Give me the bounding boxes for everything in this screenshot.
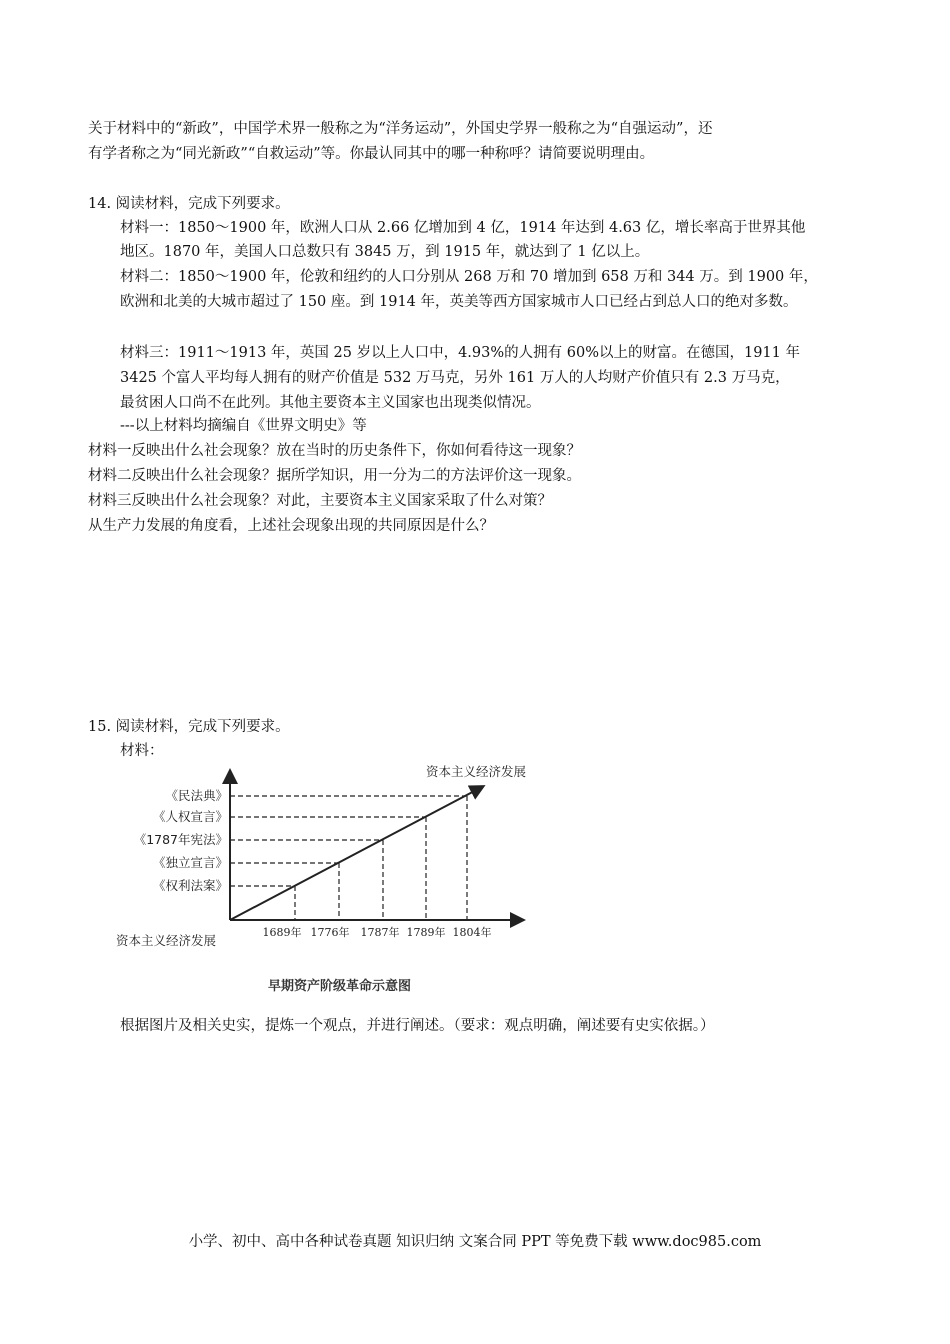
q14-question-1: 材料一反映出什么社会现象？放在当时的历史条件下，你如何看待这一现象？ [88, 443, 581, 459]
q14-source: ---以上材料均摘编自《世界文明史》等 [120, 418, 367, 434]
page-footer: 小学、初中、高中各种试卷真题 知识归纳 文案合同 PPT 等免费下载 www.doc985.com [188, 1234, 762, 1250]
year-label-1789: 1789年 [406, 926, 446, 939]
q14-question-2: 材料二反映出什么社会现象？据所学知识，用一分为二的方法评价这一现象。 [88, 468, 581, 484]
doc-label-1787: 《1787年宪法》 [133, 832, 228, 847]
year-label-1804: 1804年 [452, 926, 492, 939]
q14-title: 14. 阅读材料，完成下列要求。 [88, 196, 290, 212]
doc-label-quanli: 《权利法案》 [152, 878, 228, 893]
q15-material-label: 材料： [120, 743, 164, 759]
revolution-diagram [110, 756, 550, 1000]
year-label-1689: 1689年 [262, 926, 302, 939]
q14-material-3-line-1: 材料三：1911～1913 年，英国 25 岁以上人口中，4.93%的人拥有 60%以上的财富。在德国，1911 年 [120, 345, 800, 361]
doc-label-minfadian: 《民法典》 [165, 788, 228, 803]
q15-prompt: 根据图片及相关史实，提炼一个观点，并进行阐述。（要求：观点明确，阐述要有史实依据。） [120, 1018, 715, 1034]
q14-material-2-line-1: 材料二：1850～1900 年，伦敦和纽约的人口分别从 268 万和 70 增加到 658 万和 344 万。到 1900 年， [120, 269, 818, 285]
q14-material-1-line-1: 材料一：1850～1900 年，欧洲人口从 2.66 亿增加到 4 亿，1914 年达到 4.63 亿，增长率高于世界其他 [120, 220, 806, 236]
axis-label-bottom: 资本主义经济发展 [116, 933, 217, 948]
q14-material-1-line-2: 地区。1870 年，美国人口总数只有 3845 万，到 1915 年，就达到了 1 亿以上。 [120, 244, 650, 260]
q14-question-4: 从生产力发展的角度看，上述社会现象出现的共同原因是什么？ [88, 518, 494, 534]
q14-material-3-line-3: 最贫困人口尚不在此列。其他主要资本主义国家也出现类似情况。 [120, 395, 541, 411]
q13-text-line-1: 关于材料中的“新政”，中国学术界一般称之为“洋务运动”，外国史学界一般称之为“自强运动”，还 [88, 121, 713, 137]
q14-material-3-line-2: 3425 个富人平均每人拥有的财产价值是 532 万马克，另外 161 万人的人均财产价值只有 2.3 万马克， [120, 370, 790, 386]
year-label-1787: 1787年 [360, 926, 400, 939]
q14-question-3: 材料三反映出什么社会现象？对此，主要资本主义国家采取了什么对策？ [88, 493, 552, 509]
year-label-1776: 1776年 [310, 926, 350, 939]
q15-title: 15. 阅读材料，完成下列要求。 [88, 719, 290, 735]
trend-arrow [230, 787, 482, 920]
axis-label-top: 资本主义经济发展 [426, 764, 527, 779]
doc-label-renquan: 《人权宣言》 [152, 809, 228, 824]
q14-material-2-line-2: 欧洲和北美的大城市超过了 150 座。到 1914 年，英美等西方国家城市人口已经占到总人口的绝对多数。 [120, 294, 798, 310]
diagram-caption: 早期资产阶级革命示意图 [268, 979, 412, 994]
doc-label-duli: 《独立宣言》 [152, 855, 228, 870]
q13-text-line-2: 有学者称之为“同光新政”“自救运动”等。你最认同其中的哪一种称呼？请简要说明理由。 [88, 146, 655, 162]
